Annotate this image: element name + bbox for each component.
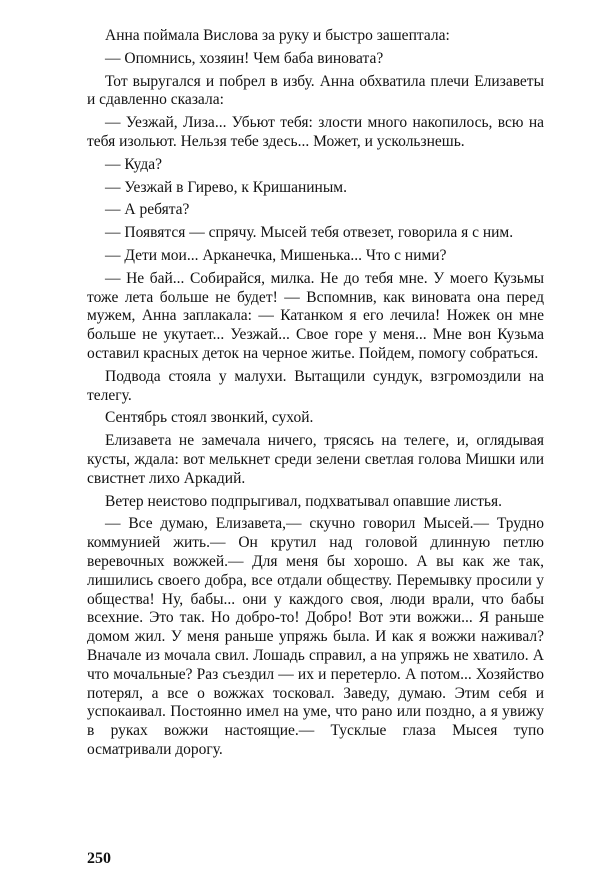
paragraph: Анна поймала Вислова за руку и быстро зашептала: — [105, 27, 450, 44]
paragraph: — Опомнись, хозяин! Чем баба виновата? — [105, 49, 384, 67]
paragraph: Ветер неистово подпрыгивал, подхватывал опавшие листья. — [105, 492, 502, 510]
paragraph: — Уезжай в Гирево, к Кришаниным. — [105, 178, 347, 196]
paragraph: — Все думаю, Елизавета,— скучно говорил Мысей.— Трудно коммунией жить.— Он крутил над головой длинную петлю веревочных вожжей.— Для меня бы хорошо. А вы как же так, лишились своего добра, все отдали обществу. Перемывку просили у общества! Ну, бабы... они у каждого своя, люди врали, что бабы всехние. Это так. Но добро-то! Добро! Вот эти вожжи... Я раньше домом жил. У меня раньше упряжь была. И как я вожжи наживал? Вначале из мочала свил. Лошадь справил, а на упряжь не хватило. А что мочальные? Раз съездил — их и перетерло. А потом... Хозяйство потерял, а все о вожжах тосковал. Заведу, думаю. Этим себя и успокаивал. Постоянно имел на уме, что рано или поздно, а я увижу в руках вожжи настоящие.— Тусклые глаза Мысея тупо осматривали дорогу. — [87, 515, 544, 758]
paragraph: Подвода стояла у малухи. Вытащили сундук, взгромоздили на телегу. — [87, 367, 544, 404]
paragraph: — Куда? — [105, 155, 162, 173]
page-body — [87, 27, 544, 760]
paragraph: — Появятся — спрячу. Мысей тебя отвезет, говорила я с ним. — [105, 224, 514, 242]
paragraph: — Не бай... Собирайся, милка. Не до тебя мне. У моего Кузьмы тоже лета больше не будет! — Вспомнив, как виновата она перед мужем, Анна заплакала: — Катанком я его лечила! Ножек он мне больше не укутает... Уезжай... Свое горе у меня... Мне вон Кузьма оставил красных деток на черное житье. Пойдем, помогу собраться. — [87, 269, 544, 362]
paragraph: — А ребята? — [105, 201, 190, 219]
paragraph: — Уезжай, Лиза... Убьют тебя: злости много накопилось, всю на тебя изольют. Нельзя тебе здесь... Может, и ускользнешь. — [87, 114, 544, 150]
paragraph: Тот выругался и побрел в избу. Анна обхватила плечи Елизаветы и сдавленно сказала: — [87, 72, 544, 109]
paragraph: Сентябрь стоял звонкий, сухой. — [105, 409, 314, 427]
page-number: 250 — [87, 850, 111, 867]
paragraph: — Дети мои... Арканечка, Мишенька... Что с ними? — [105, 246, 447, 264]
paragraph: Елизавета не замечала ничего, трясясь на телеге, и, оглядывая кусты, ждала: вот мелькнет среди зелени светлая голова Мишки или свистнет лихо Аркадий. — [87, 432, 544, 487]
